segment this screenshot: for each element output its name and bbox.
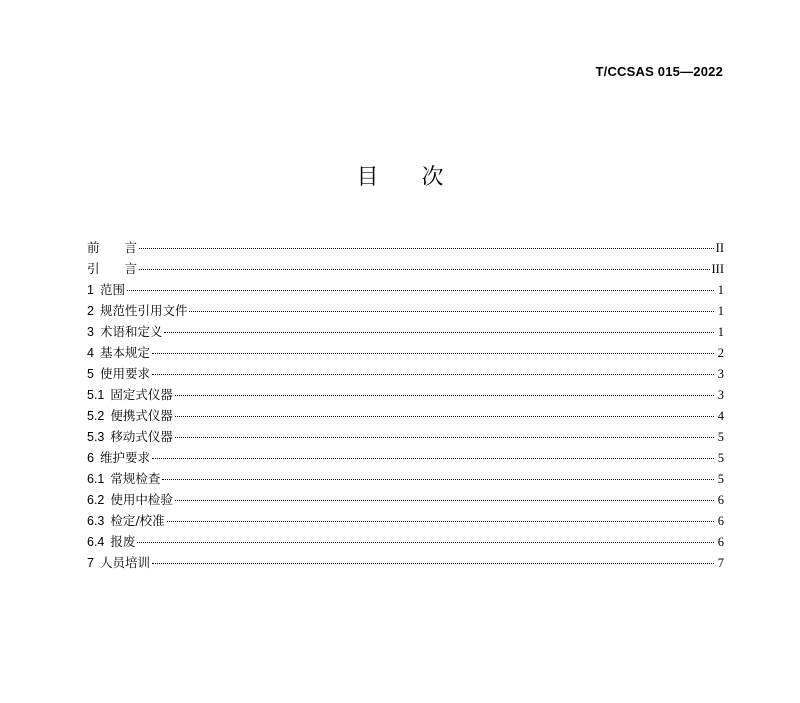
toc-entry-label: 使用中检验 bbox=[110, 492, 173, 507]
toc-entry-page: III bbox=[711, 262, 724, 276]
toc-entry-page: 4 bbox=[717, 409, 724, 423]
toc-entry-7[interactable] bbox=[87, 552, 724, 573]
toc-entry-5-1[interactable] bbox=[87, 384, 724, 405]
toc-entry-5-3[interactable] bbox=[87, 426, 724, 447]
toc-entry-6[interactable] bbox=[87, 447, 724, 468]
toc-entry-label: 基本规定 bbox=[99, 345, 150, 360]
toc-leader-dots bbox=[175, 500, 714, 501]
toc-entry-number: 6.2 bbox=[87, 493, 105, 507]
toc-leader-dots bbox=[175, 416, 714, 417]
toc-entry-label: 前 言 bbox=[87, 240, 138, 255]
toc-entry-page: II bbox=[715, 241, 724, 255]
toc-entry-number: 7 bbox=[87, 556, 94, 570]
toc-entry-label: 维护要求 bbox=[99, 450, 150, 465]
toc-entry-label: 范围 bbox=[99, 282, 125, 297]
toc-entry-6-2[interactable] bbox=[87, 489, 724, 510]
toc-entry-page: 2 bbox=[717, 346, 724, 360]
toc-leader-dots bbox=[189, 311, 714, 312]
toc-entry-page: 5 bbox=[717, 451, 724, 465]
toc-entry-page: 6 bbox=[717, 535, 724, 549]
toc-entry-number: 4 bbox=[87, 346, 94, 360]
document-code: T/CCSAS 015—2022 bbox=[595, 64, 723, 79]
toc-entry-2[interactable] bbox=[87, 300, 724, 321]
toc-leader-dots bbox=[164, 332, 714, 333]
toc-entry-label: 检定/校准 bbox=[110, 513, 165, 528]
toc-entry-label: 使用要求 bbox=[99, 366, 150, 381]
toc-entry-6-1[interactable] bbox=[87, 468, 724, 489]
toc-entry-number: 1 bbox=[87, 283, 94, 297]
toc-entry-introduction[interactable] bbox=[87, 258, 724, 279]
toc-entry-label: 术语和定义 bbox=[99, 324, 163, 339]
toc-entry-number: 5.2 bbox=[87, 409, 105, 423]
toc-entry-page: 3 bbox=[717, 388, 724, 402]
toc-leader-dots bbox=[152, 374, 714, 375]
toc-entry-page: 6 bbox=[717, 493, 724, 507]
toc-entry-page: 5 bbox=[717, 430, 724, 444]
toc-entry-label: 便携式仪器 bbox=[110, 408, 173, 423]
toc-entry-page: 1 bbox=[717, 325, 724, 339]
toc-entry-label: 规范性引用文件 bbox=[99, 303, 188, 318]
toc-entry-label: 常规检查 bbox=[110, 471, 161, 486]
toc-entry-label: 固定式仪器 bbox=[110, 387, 173, 402]
toc-leader-dots bbox=[175, 395, 714, 396]
toc-entry-page: 6 bbox=[717, 514, 724, 528]
toc-leader-dots bbox=[152, 353, 714, 354]
toc-leader-dots bbox=[167, 521, 714, 522]
toc-leader-dots bbox=[127, 290, 714, 291]
toc-leader-dots bbox=[162, 479, 714, 480]
toc-entry-page: 7 bbox=[717, 556, 724, 570]
toc-entry-page: 3 bbox=[717, 367, 724, 381]
toc-entry-page: 1 bbox=[717, 283, 724, 297]
toc-entry-3[interactable] bbox=[87, 321, 724, 342]
toc-entry-preface[interactable] bbox=[87, 237, 724, 258]
toc-entry-number: 3 bbox=[87, 325, 94, 339]
toc-leader-dots bbox=[139, 248, 714, 249]
toc-entry-4[interactable] bbox=[87, 342, 724, 363]
toc-entry-5[interactable] bbox=[87, 363, 724, 384]
toc-entry-1[interactable] bbox=[87, 279, 724, 300]
toc-leader-dots bbox=[139, 269, 709, 270]
toc-entry-label: 移动式仪器 bbox=[110, 429, 173, 444]
table-of-contents bbox=[87, 237, 724, 573]
toc-leader-dots bbox=[152, 563, 714, 564]
toc-entry-number: 6 bbox=[87, 451, 94, 465]
toc-entry-page: 1 bbox=[717, 304, 724, 318]
toc-entry-label: 人员培训 bbox=[99, 555, 150, 570]
toc-leader-dots bbox=[152, 458, 714, 459]
toc-leader-dots bbox=[137, 542, 714, 543]
toc-entry-number: 5.1 bbox=[87, 388, 105, 402]
toc-entry-number: 6.3 bbox=[87, 514, 105, 528]
toc-entry-label: 引 言 bbox=[87, 261, 138, 276]
toc-entry-5-2[interactable] bbox=[87, 405, 724, 426]
toc-entry-number: 2 bbox=[87, 304, 94, 318]
toc-entry-number: 6.1 bbox=[87, 472, 105, 486]
toc-entry-6-3[interactable] bbox=[87, 510, 724, 531]
toc-entry-number: 5.3 bbox=[87, 430, 105, 444]
toc-entry-number: 5 bbox=[87, 367, 94, 381]
toc-entry-label: 报废 bbox=[110, 534, 136, 549]
toc-entry-number: 6.4 bbox=[87, 535, 105, 549]
toc-leader-dots bbox=[175, 437, 714, 438]
toc-entry-6-4[interactable] bbox=[87, 531, 724, 552]
toc-entry-page: 5 bbox=[717, 472, 724, 486]
toc-title: 目 次 bbox=[356, 165, 444, 190]
